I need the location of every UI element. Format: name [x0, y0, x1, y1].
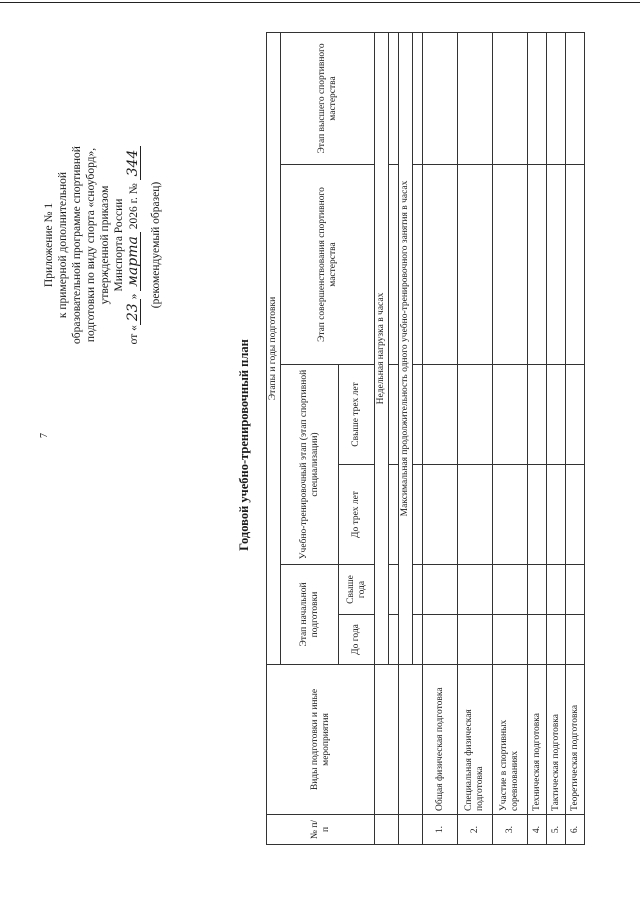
- table-cell: [423, 32, 458, 164]
- table-cell: [493, 565, 528, 615]
- table-cell: [389, 165, 399, 365]
- row-label: Общая физическая подготовка: [423, 665, 458, 815]
- table-cell: [566, 565, 585, 615]
- table-cell: [413, 165, 423, 365]
- table-cell: [493, 165, 528, 365]
- sub-over-year: Свыше года: [339, 565, 375, 615]
- table-cell: [458, 165, 493, 365]
- table-cell: [399, 815, 423, 845]
- date-prefix: от «: [128, 325, 140, 345]
- table-cell: [423, 165, 458, 365]
- table-cell: [547, 365, 566, 465]
- table-cell: [413, 32, 423, 164]
- table-cell: [566, 465, 585, 565]
- top-border-line: [0, 2, 640, 3]
- order-date-line: [126, 25, 141, 465]
- header-stage-training: Учебно-тренировочный этап (этап спортивной специализации): [281, 365, 339, 565]
- table-cell: [547, 465, 566, 565]
- table-cell: [458, 615, 493, 665]
- row-number: 3.: [493, 815, 528, 845]
- table-row: [547, 32, 566, 844]
- weekly-load-banner: Недельная нагрузка в часах: [375, 32, 389, 664]
- row-label: Тактическая подготовка: [547, 665, 566, 815]
- page-number: 7: [39, 433, 50, 438]
- table-cell: [389, 615, 399, 665]
- table-cell: [566, 615, 585, 665]
- appendix-line-6: Минспорта России: [113, 198, 125, 292]
- table-row: [423, 32, 458, 844]
- row-number: 2.: [458, 815, 493, 845]
- table-cell: [547, 32, 566, 164]
- recommended-sample-note: (рекомендуемый образец): [150, 181, 162, 309]
- table-cell: [566, 165, 585, 365]
- row-label: Специальная физическая подготовка: [458, 665, 493, 815]
- table-row: [458, 32, 493, 844]
- appendix-line-4: подготовки по виду спорта «сноуборд»,: [85, 147, 97, 343]
- table-cell: [493, 465, 528, 565]
- table-row: [566, 32, 585, 844]
- table-cell: [528, 365, 547, 465]
- date-mid: »: [128, 293, 140, 300]
- table-cell: [389, 465, 399, 565]
- table-cell: [458, 565, 493, 615]
- table-cell: [566, 32, 585, 164]
- training-plan-table: [266, 32, 585, 845]
- table-cell: [423, 615, 458, 665]
- table-cell: [458, 365, 493, 465]
- date-year: 2026 г. №: [128, 183, 140, 230]
- table-cell: [389, 565, 399, 615]
- header-stage-initial: Этап начальной подготовки: [281, 565, 339, 665]
- table-cell: [389, 32, 399, 164]
- table-cell: [528, 465, 547, 565]
- header-types: Виды подготовки и иные мероприятия: [267, 665, 375, 815]
- row-number: 4.: [528, 815, 547, 845]
- table-cell: [389, 365, 399, 465]
- table-cell: [528, 32, 547, 164]
- appendix-line-1: Приложение № 1: [43, 202, 55, 288]
- handwritten-month: марта: [126, 232, 141, 291]
- table-cell: [375, 665, 399, 815]
- sub-up-to-three: До трех лет: [339, 465, 375, 565]
- row-label: Техническая подготовка: [528, 665, 547, 815]
- table-cell: [493, 615, 528, 665]
- rotated-content: [8, 25, 608, 865]
- table-cell: [399, 665, 423, 815]
- row-label: Теоретическая подготовка: [566, 665, 585, 815]
- table-cell: [423, 465, 458, 565]
- max-duration-banner: Максимальная продолжительность одного учебно-тренировочного занятия в часах: [399, 32, 413, 664]
- sub-up-to-year: До года: [339, 615, 375, 665]
- header-num: № п/п: [267, 815, 375, 845]
- appendix-line-2: к примерной дополнительной: [57, 171, 69, 319]
- table-cell: [458, 32, 493, 164]
- plan-title: Годовой учебно-тренировочный план: [237, 339, 251, 551]
- table-cell: [375, 815, 399, 845]
- row-label: Участие в спортивных соревнованиях: [493, 665, 528, 815]
- header-stage-improvement: Этап совершенствования спортивного мастерства: [281, 165, 375, 365]
- row-number: 6.: [566, 815, 585, 845]
- table-cell: [528, 615, 547, 665]
- table-row: [528, 32, 547, 844]
- table-cell: [458, 465, 493, 565]
- table-cell: [493, 365, 528, 465]
- sub-over-three: Свыше трех лет: [339, 365, 375, 465]
- row-number: 5.: [547, 815, 566, 845]
- table-cell: [528, 565, 547, 615]
- header-stages: Этапы и годы подготовки: [267, 32, 281, 664]
- row-number: 1.: [423, 815, 458, 845]
- table-row: [493, 32, 528, 844]
- table-cell: [547, 165, 566, 365]
- table-cell: [547, 565, 566, 615]
- table-cell: [413, 615, 423, 665]
- appendix-header: [42, 25, 163, 465]
- table-cell: [413, 465, 423, 565]
- table-cell: [423, 365, 458, 465]
- appendix-line-5: утвержденной приказом: [99, 185, 111, 305]
- table-cell: [493, 32, 528, 164]
- table-cell: [413, 365, 423, 465]
- handwritten-day: 23: [126, 299, 141, 325]
- table-cell: [413, 565, 423, 615]
- handwritten-order-number: 344: [126, 146, 141, 181]
- appendix-line-3: образовательной программе спортивной: [71, 146, 83, 344]
- table-cell: [547, 615, 566, 665]
- table-cell: [423, 565, 458, 615]
- table-cell: [528, 165, 547, 365]
- table-cell: [566, 365, 585, 465]
- header-stage-excellence: Этап высшего спортивного мастерства: [281, 32, 375, 164]
